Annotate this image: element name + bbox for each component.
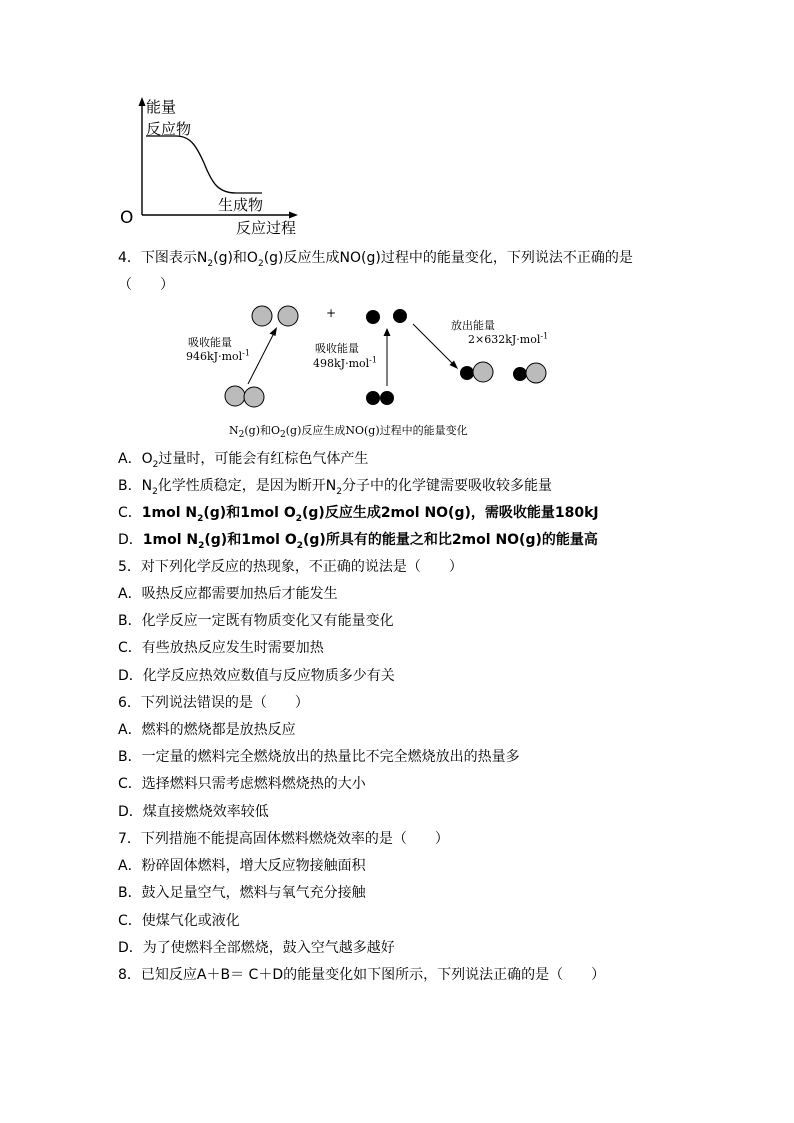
- n-atom: [252, 306, 272, 326]
- energy-profile-graph: [118, 95, 318, 240]
- no-n-atom: [526, 363, 546, 383]
- q6-option-a: A．燃料的燃烧都是放热反应: [118, 722, 296, 738]
- reactant-label: 反应物: [146, 120, 192, 138]
- q4-option-c: C．1mol $N_2(g)$和1mol $O_2(g)$反应生成2mol NO(g)，需吸收能量180kJ: [118, 505, 599, 524]
- q6-option-c: C．选择燃料只需考虑燃料燃烧热的大小: [118, 776, 366, 792]
- q7-option-d: D．为了使燃料全部燃烧，鼓入空气越多越好: [118, 940, 395, 956]
- absorb-label-o2: 吸收能量: [315, 342, 359, 355]
- absorb-arrow-n2: [248, 333, 274, 384]
- q5-option-b: B．化学反应一定既有物质变化又有能量变化: [118, 613, 394, 629]
- q7-stem: 7．下列措施不能提高固体燃料燃烧效率的是（ ）: [118, 831, 449, 847]
- absorb-arrow-o2-head: [384, 328, 391, 336]
- release-label: 放出能量: [451, 319, 495, 332]
- q4-option-d: D．1mol $N_2(g)$和1mol $O_2(g)$所具有的能量之和比2mol NO(g)的能量高: [118, 532, 598, 551]
- absorb-arrow-n2-head: [270, 327, 278, 336]
- q7-option-c: C．使煤气化或液化: [118, 913, 240, 929]
- q6-stem: 6．下列说法错误的是（ ）: [118, 695, 309, 711]
- no-o-atom: [513, 367, 527, 381]
- q7-option-b: B．鼓入足量空气，燃料与氧气充分接触: [118, 885, 366, 901]
- q5-stem: 5．对下列化学反应的热现象，不正确的说法是（ ）: [118, 559, 463, 575]
- q8-stem: 8．已知反应A＋B＝ C＋D的能量变化如下图所示，下列说法正确的是（ ）: [118, 967, 606, 983]
- q6-option-b: B．一定量的燃料完全燃烧放出的热量比不完全燃烧放出的热量多: [118, 749, 520, 765]
- energy-curve: [146, 136, 262, 193]
- absorb-label-n2: 吸收能量: [188, 336, 232, 349]
- q4-option-b: B．$N_2$化学性质稳定，是因为断开$N_2$分子中的化学键需要吸收较多能量: [118, 478, 553, 497]
- q4-answer-paren: （ ）: [118, 277, 174, 293]
- o-atom: [393, 309, 407, 323]
- y-axis-arrow: [139, 97, 146, 106]
- no-n-atom: [473, 362, 493, 382]
- q7-option-a: A．粉碎固体燃料，增大反应物接触面积: [118, 858, 366, 874]
- absorb-value-n2: 946kJ·mol$^{-1}$: [186, 348, 250, 363]
- q5-option-c: C．有些放热反应发生时需要加热: [118, 640, 324, 656]
- plus-sign: +: [326, 306, 337, 320]
- no-o-atom: [460, 366, 474, 380]
- q5-option-d: D．化学反应热效应数值与反应物质多少有关: [118, 668, 395, 684]
- o2-atom: [380, 391, 394, 405]
- o-atom: [366, 310, 380, 324]
- o2-atom: [366, 391, 380, 405]
- n2-atom: [225, 386, 245, 406]
- q5-option-a: A．吸热反应都需要加热后才能发生: [118, 586, 338, 602]
- release-arrow: [413, 324, 453, 364]
- origin-label: O: [120, 208, 134, 228]
- q4-option-a: A．$O_2$过量时，可能会有红棕色气体产生: [118, 451, 369, 470]
- absorb-value-o2: 498kJ·mol$^{-1}$: [313, 355, 377, 370]
- release-value: 2×632kJ·mol$^{-1}$: [468, 331, 549, 346]
- q4-stem: 4．下图表示$N_2(g)$和$O_2(g)$反应生成NO(g)过程中的能量变化，下列说法不正确的是: [118, 250, 633, 269]
- q6-option-d: D．煤直接燃烧效率较低: [118, 804, 269, 820]
- diagram-caption: $N_2(g)$和$O_2(g)$反应生成NO(g)过程中的能量变化: [229, 424, 468, 441]
- bond-energy-diagram: [183, 300, 563, 444]
- n2-atom: [244, 387, 264, 407]
- product-label: 生成物: [218, 196, 264, 214]
- n-atom: [278, 306, 298, 326]
- x-axis-label: 反应过程: [236, 219, 297, 237]
- y-axis-label: 能量: [146, 98, 177, 116]
